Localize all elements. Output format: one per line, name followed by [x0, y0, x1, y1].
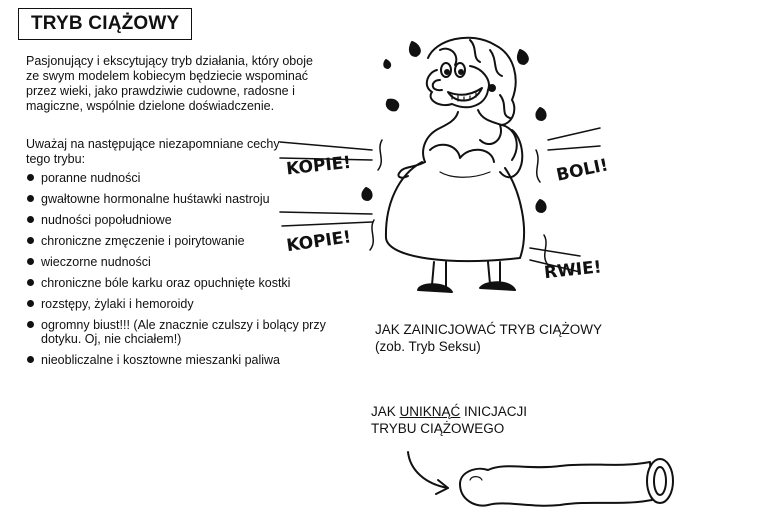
- arrow-icon: [408, 452, 448, 494]
- list-item-text: gwałtowne hormonalne huśtawki nastroju: [41, 192, 270, 206]
- how-to-initiate-caption: [375, 321, 602, 355]
- condom-illustration: [460, 459, 673, 506]
- exclamation-text: RWIE!: [543, 257, 603, 284]
- how-to-avoid-line1: [371, 403, 527, 420]
- list-item-text: chroniczne bóle karku oraz opuchnięte kostki: [41, 276, 291, 290]
- list-item-text: wieczorne nudności: [41, 255, 151, 269]
- page-title: TRYB CIĄŻOWY: [18, 8, 192, 40]
- intro-paragraph: Pasjonujący i ekscytujący tryb działania, który oboje ze swym modelem kobiecym będziecie wspominać przez wieki, jako prawdziwie cudowne, radosne i magiczne, wspólnie dzielone doświadczenie.: [26, 54, 313, 113]
- how-to-avoid-text: INICJACJI: [460, 404, 528, 419]
- how-to-avoid-line2: TRYBU CIĄŻOWEGO: [371, 421, 505, 436]
- how-to-initiate-line1: JAK ZAINICJOWAĆ TRYB CIĄŻOWY: [375, 322, 603, 337]
- exclamation-text: KOPIE!: [285, 227, 353, 257]
- list-item-text: nudności popołudniowe: [41, 213, 172, 227]
- exclamation-text: BOLI!: [554, 155, 610, 186]
- avoid-emphasis: UNIKNĄĆ: [399, 404, 461, 419]
- how-to-avoid-caption: [371, 403, 527, 437]
- exclamation-text: KOPIE!: [285, 152, 353, 180]
- list-item-text: nieobliczalne i kosztowne mieszanki paliwa: [41, 353, 281, 367]
- list-item-text: chroniczne zmęczenie i poirytowanie: [41, 234, 245, 248]
- features-lead: Uważaj na następujące niezapomniane cechy tego trybu:: [26, 137, 280, 166]
- how-to-avoid-text: JAK: [371, 404, 400, 419]
- how-to-initiate-line2: (zob. Tryb Seksu): [375, 339, 481, 354]
- list-item-text: ogromny biust!!! (Ale znacznie czulszy i bolący przy dotyku. Oj, nie chciałem!): [41, 318, 326, 346]
- list-item-text: rozstępy, żylaki i hemoroidy: [41, 297, 194, 311]
- list-item-text: poranne nudności: [41, 171, 141, 185]
